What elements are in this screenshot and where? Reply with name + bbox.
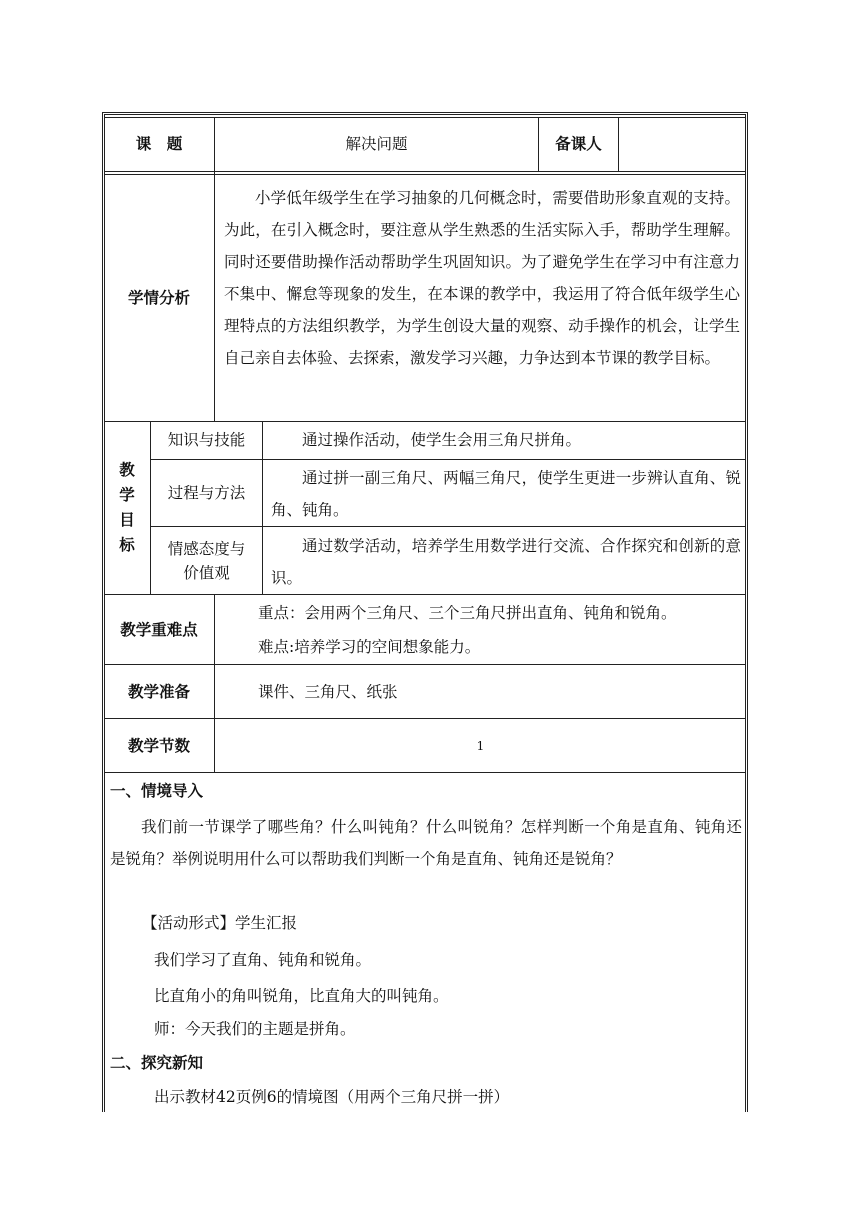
prep-label: 教学准备 [127,683,190,701]
row-divider [104,772,746,773]
teacher-line: 师：今天我们的主题是拼角。 [154,1020,356,1038]
row-divider [104,718,746,719]
col-divider [262,421,263,594]
difficulty-key: 重点：会用两个三角尺、三个三角尺拼出直角、钝角和锐角。 [258,604,677,622]
row-divider [104,664,746,665]
section1-para: 我们前一节课学了哪些角？什么叫钝角？什么叫锐角？怎样判断一个角是直角、钝角还是锐角？举例说明用什么可以帮助我们判断一个角是直角、钝角还是锐角？ [110,818,742,868]
section2-title: 二、探究新知 [110,1054,204,1072]
col-divider [618,117,619,171]
row-divider [150,526,746,527]
goal-text-knowledge: 通过操作活动，使学生会用三角尺拼角。 [302,431,582,449]
topic-value: 解决问题 [345,135,408,153]
prep-value: 课件、三角尺、纸张 [258,683,398,701]
goal-label-attitude: 情感态度与 价值观 [167,540,246,582]
col-divider [214,117,215,421]
section2-para: 出示教材42页例6的情境图（用两个三角尺拼一拼） [154,1088,510,1106]
preparer-label: 备课人 [555,135,602,153]
student-answer-1: 我们学习了直角、钝角和锐角。 [154,951,372,969]
periods-label: 教学节数 [127,737,190,755]
row-divider [104,594,746,595]
topic-label: 课 题 [135,135,183,153]
activity-form: 【活动形式】学生汇报 [142,914,298,932]
row-divider [150,459,746,460]
row-divider [104,421,746,422]
goal-text-process: 通过拼一副三角尺、两幅三角尺，使学生更进一步辨认直角、锐角、钝角。 [271,469,741,519]
goal-text-attitude: 通过数学活动，培养学生用数学进行交流、合作探究和创新的意识。 [271,537,741,587]
section1-title: 一、情境导入 [110,782,204,800]
analysis-text: 小学低年级学生在学习抽象的几何概念时，需要借助形象直观的支持。为此，在引入概念时，要注意从学生熟悉的生活实际入手，帮助学生理解。同时还要借助操作活动帮助学生巩固知识。为了避免学生在学习中有注意力不集中、懈怠等现象的发生，在本课的教学中，我运用了符合低年级学生心理特点的方法组织教学，为学生创设大量的观察、动手操作的机会，让学生自己亲自去体验、去探索，激发学习兴趣，力争达到本节课的教学目标。 [224,189,740,367]
row-divider [104,174,746,175]
analysis-label: 学情分析 [127,289,190,307]
row-divider [104,117,746,118]
student-answer-2: 比直角小的角叫锐角，比直角大的叫钝角。 [154,987,449,1005]
goal-label-process: 过程与方法 [167,484,246,502]
periods-value: 1 [476,739,485,753]
goal-label-knowledge: 知识与技能 [167,431,246,449]
difficulty-hard: 难点:培养学习的空间想象能力。 [258,638,481,656]
goals-label: 教 学 目 标 [119,461,135,554]
row-divider [104,171,746,172]
difficulty-label: 教学重难点 [120,621,198,639]
